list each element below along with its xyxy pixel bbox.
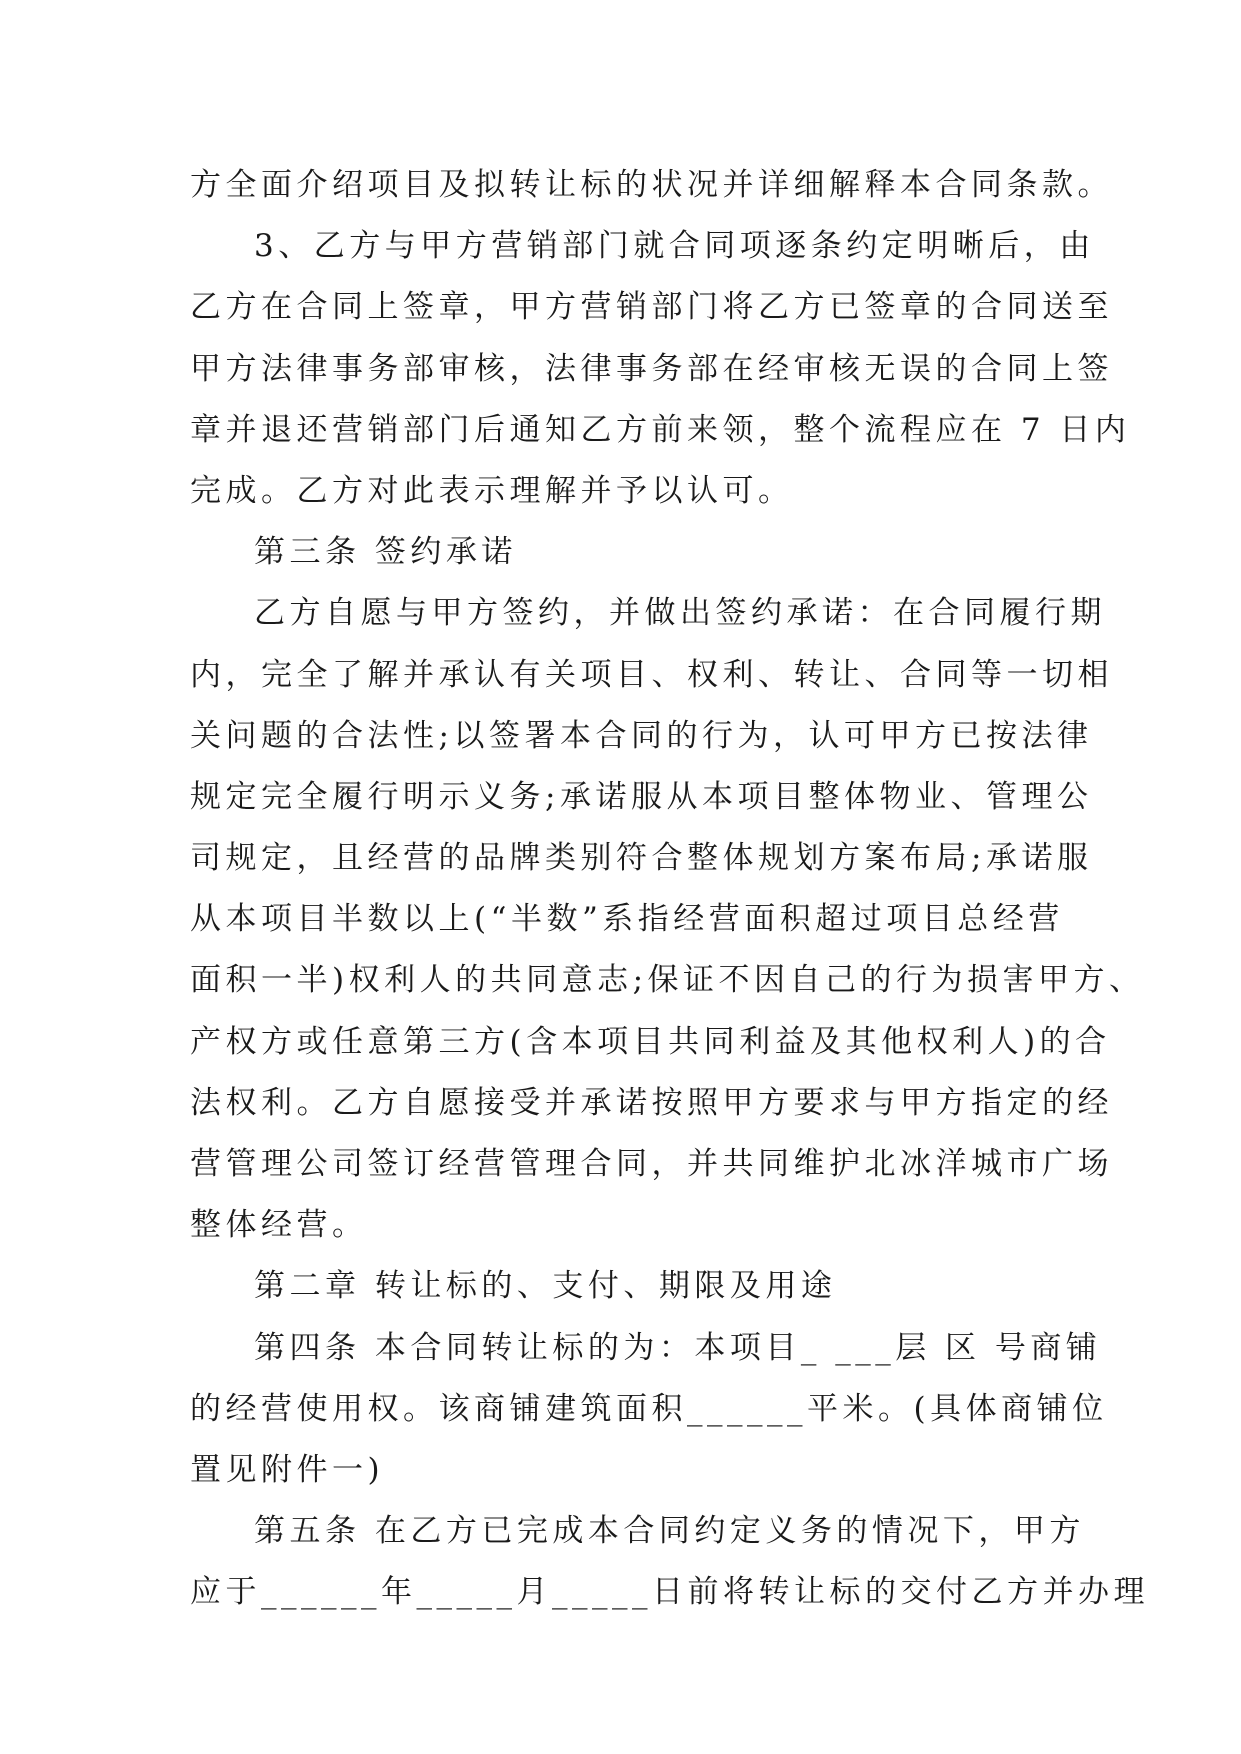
paragraph-line: 3、乙方与甲方营销部门就合同项逐条约定明晰后，由 — [254, 228, 1095, 265]
paragraph-line: 关问题的合法性;以签署本合同的行为，认可甲方已按法律 — [190, 717, 1093, 754]
paragraph-line: 司规定，且经营的品牌类别符合整体规划方案布局;承诺服 — [190, 840, 1093, 877]
paragraph-line: 的经营使用权。该商铺建筑面积______平米。(具体商铺位 — [190, 1390, 1108, 1427]
paragraph-line: 第四条 本合同转让标的为：本项目_ ___层 区 号商铺 — [254, 1329, 1102, 1366]
paragraph-line: 甲方法律事务部审核，法律事务部在经审核无误的合同上签 — [190, 350, 1113, 387]
paragraph-line: 从本项目半数以上(“半数”系指经营面积超过项目总经营 — [190, 901, 1064, 938]
paragraph-line: 规定完全履行明示义务;承诺服从本项目整体物业、管理公 — [190, 778, 1093, 815]
paragraph-line: 乙方在合同上签章，甲方营销部门将乙方已签章的合同送至 — [190, 289, 1113, 326]
paragraph-line: 乙方自愿与甲方签约，并做出签约承诺：在合同履行期 — [254, 595, 1106, 632]
paragraph-line: 方全面介绍项目及拟转让标的状况并详细解释本合同条款。 — [190, 167, 1113, 203]
paragraph-line: 第五条 在乙方已完成本合同约定义务的情况下，甲方 — [254, 1513, 1085, 1550]
paragraph-line: 置见附件一) — [190, 1451, 385, 1488]
paragraph-line: 整体经营。 — [190, 1207, 368, 1244]
paragraph-line: 内，完全了解并承认有关项目、权利、转让、合同等一切相 — [190, 656, 1113, 693]
paragraph-line: 产权方或任意第三方(含本项目共同利益及其他权利人)的合 — [190, 1023, 1111, 1060]
contract-body — [190, 155, 1149, 1624]
paragraph-line: 应于______年_____月_____日前将转让标的交付乙方并办理 — [190, 1574, 1149, 1611]
paragraph-line: 营管理公司签订经营管理合同，并共同维护北冰洋城市广场 — [190, 1146, 1113, 1182]
paragraph-line: 完成。乙方对此表示理解并予以认可。 — [190, 472, 794, 509]
paragraph-line: 面积一半)权利人的共同意志;保证不因自己的行为损害甲方、 — [190, 962, 1145, 999]
paragraph-line: 法权利。乙方自愿接受并承诺按照甲方要求与甲方指定的经 — [190, 1084, 1113, 1121]
chapter-heading: 第二章 转让标的、支付、期限及用途 — [254, 1268, 837, 1305]
paragraph-line: 章并退还营销部门后通知乙方前来领，整个流程应在 7 日内 — [190, 411, 1131, 448]
section-heading: 第三条 签约承诺 — [254, 534, 517, 571]
